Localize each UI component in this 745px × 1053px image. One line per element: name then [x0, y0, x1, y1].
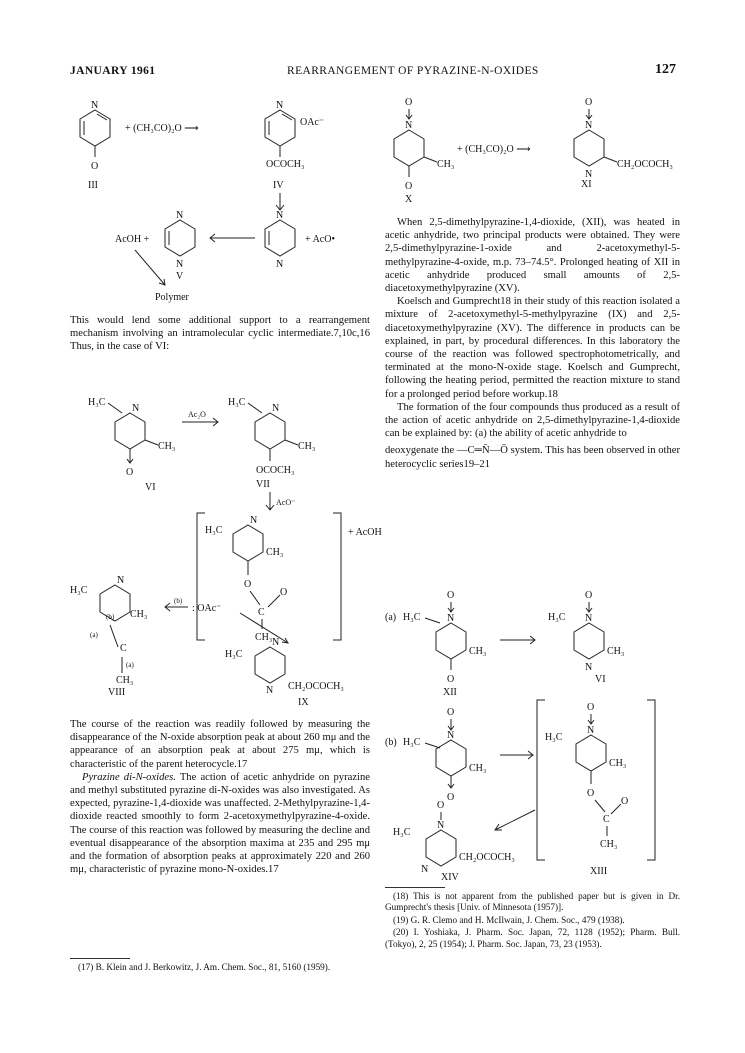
- compound-label-xiii: XIII: [590, 866, 608, 877]
- svg-text:H₃C: H₃C: [205, 525, 223, 536]
- svg-text:H₃C: H₃C: [88, 397, 106, 408]
- running-head-title: REARRANGEMENT OF PYRAZINE-N-OXIDES: [287, 65, 539, 77]
- svg-text:Ac₂O: Ac₂O: [188, 410, 206, 419]
- svg-text:N: N: [272, 637, 280, 648]
- svg-text:N: N: [276, 210, 284, 221]
- svg-text:N: N: [585, 662, 593, 673]
- svg-text:N: N: [585, 613, 593, 624]
- scheme-methylpyrazine-dioxide: [385, 95, 695, 205]
- svg-text:H₃C: H₃C: [403, 737, 421, 748]
- compound-label-viii: VIII: [108, 687, 126, 698]
- svg-text:OCOCH₃: OCOCH₃: [256, 465, 295, 476]
- svg-text:: OAc⁻: : OAc⁻: [192, 603, 222, 614]
- svg-text:CH₃: CH₃: [609, 758, 627, 769]
- svg-text:N: N: [437, 820, 445, 831]
- svg-text:N: N: [405, 120, 413, 131]
- svg-text:H₃C: H₃C: [403, 612, 421, 623]
- footnote-20: (20) I. Yoshiaka, J. Pharm. Soc. Japan, 72, 1128 (1952); Pharm. Bull. (Tokyo), 2, 25 (1954); J. Pharm. Soc. Japan, 73, 23 (1953).: [385, 927, 680, 949]
- compound-label-vii: VII: [256, 479, 270, 490]
- svg-text:O: O: [585, 97, 593, 108]
- compound-label-iv: IV: [273, 180, 284, 191]
- running-head-date: JANUARY 1961: [70, 65, 156, 77]
- ococh3-label: OCOCH₃: [266, 159, 305, 170]
- svg-text:CH₃: CH₃: [116, 675, 134, 686]
- svg-text:CH₂OCOCH₃: CH₂OCOCH₃: [288, 681, 344, 692]
- svg-text:O: O: [244, 579, 252, 590]
- svg-text:N: N: [587, 725, 595, 736]
- n-atom-label: N: [91, 100, 99, 111]
- svg-text:CH₃: CH₃: [298, 441, 316, 452]
- svg-text:O: O: [405, 181, 413, 192]
- footnote-17: (17) B. Klein and J. Berkowitz, J. Am. Chem. Soc., 81, 5160 (1959).: [78, 962, 331, 972]
- svg-text:(a): (a): [90, 631, 98, 639]
- svg-text:CH₃: CH₃: [607, 646, 625, 657]
- scheme-dimethylpyrazine-dioxide: [385, 590, 685, 883]
- svg-text:N: N: [585, 169, 593, 180]
- o-atom-label: O: [91, 161, 99, 172]
- svg-text:N: N: [132, 403, 140, 414]
- svg-text:(b): (b): [174, 597, 183, 605]
- svg-text:(a): (a): [385, 612, 397, 623]
- svg-text:CH₃: CH₃: [469, 763, 487, 774]
- reagent-text-right: + (CH₃CO)₂O ⟶: [457, 144, 531, 155]
- svg-text:N: N: [585, 120, 593, 131]
- compound-label-v: V: [176, 271, 184, 282]
- scheme-vi-rearrangement: [70, 395, 382, 708]
- acoh-label: AcOH +: [115, 234, 150, 245]
- svg-text:N: N: [276, 259, 284, 270]
- svg-text:H₃C: H₃C: [393, 827, 411, 838]
- compound-label-ix: IX: [298, 697, 309, 708]
- svg-text:H₃C: H₃C: [228, 397, 246, 408]
- svg-text:O: O: [585, 590, 593, 601]
- compound-label-xii: XII: [443, 687, 457, 698]
- svg-text:CH₃: CH₃: [158, 441, 176, 452]
- svg-text:N: N: [421, 864, 429, 875]
- svg-text:N: N: [447, 730, 455, 741]
- ch3-label: CH₃: [437, 159, 455, 170]
- svg-text:N: N: [176, 259, 184, 270]
- compound-label-xiv: XIV: [441, 872, 459, 883]
- oac-label: OAc⁻: [300, 117, 325, 128]
- svg-text:N: N: [176, 210, 184, 221]
- scheme-pyrazine-oxide-rearrangement: [70, 95, 370, 305]
- svg-text:CH₃: CH₃: [130, 609, 148, 620]
- compound-label-iii: III: [88, 180, 98, 191]
- svg-text:C: C: [258, 607, 265, 618]
- svg-text:CH₃: CH₃: [600, 839, 618, 850]
- right-column-body: When 2,5-dimethylpyrazine-1,4-dioxide, (XII), was heated in acetic anhydride, two principal products were obtained. They were 2,5-dimethylpyrazine-1-oxide and 2-acetoxymethyl-5-methylpyrazine-4-oxide, m.p. 73–74.5°. Prolonged heating of XII in acetic anhydride produced small amounts of 2,5-diacetoxymethylpyrazine (XV). Koelsch and Gumprecht18 in their study of this reaction isolated a mixture of 2-acetoxymethyl-5-methylpyrazine (IX) and 2,5-diacetoxymethylpyrazine (XV). The difference in products can be explained, in part, by procedural differences. In this laboratory the course of the reaction was followed spectrophotometrically, and terminated at the mono-N-oxide stage. Koelsch and Gumprecht, following the heating period, permitted the reaction mixture to stand for a prolonged period before workup.18 The formation of the four compounds thus produced as a result of the action of acetic anhydride on 2,5-dimethylpyrazine-1,4-dioxide can be explained by: (a) the ability of acetic anhydride to deoxygenate the —C═N̄—Ō system. This has been observed in other heterocyclic series19–21: [385, 217, 680, 470]
- svg-text:N: N: [266, 685, 274, 696]
- svg-text:N: N: [447, 613, 455, 624]
- reagent-text: + (CH₃CO)₂O ⟶: [125, 123, 199, 134]
- svg-text:+ AcOH: + AcOH: [348, 527, 382, 538]
- footnote-rule-left: [70, 958, 130, 959]
- svg-text:O: O: [447, 674, 455, 685]
- svg-text:O: O: [126, 467, 134, 478]
- svg-text:(a): (a): [126, 661, 134, 669]
- compound-label-xi: XI: [581, 179, 592, 190]
- svg-text:N: N: [272, 403, 280, 414]
- svg-text:O: O: [447, 707, 455, 718]
- svg-text:N: N: [117, 575, 125, 586]
- svg-text:C: C: [120, 643, 127, 654]
- svg-text:AcO⁻: AcO⁻: [276, 498, 296, 507]
- svg-text:CH₃: CH₃: [469, 646, 487, 657]
- svg-text:H₃C: H₃C: [70, 585, 88, 596]
- compound-label-x: X: [405, 194, 413, 205]
- svg-text:O: O: [447, 792, 455, 803]
- left-column-body: The course of the reaction was readily followed by measuring the disappearance of the N-oxide absorption peak at about 260 mμ and the appearance of an absorption peak at about 275 mμ, which is characteristic of the parent heterocycle.17 Pyrazine di-N-oxides. The action of acetic anhydride on pyrazine and methyl substituted pyrazine di-N-oxides was also investigated. As expected, pyrazine-1,4-dioxide was unaffected. 2-Methylpyrazine-1,4-dioxide reacted smoothly to form 2-acetoxymethylpyrazine-4-oxide. The course of this reaction was followed by measuring the decline and eventual disappearance of the absorption maxima at 235 and 295 mμ and the formation of absorption peaks at approximately 220 and 260 mμ, characteristic of pyrazine mono-N-oxides.17: [70, 719, 370, 876]
- svg-text:CH₃: CH₃: [255, 632, 273, 643]
- svg-text:N: N: [276, 100, 284, 111]
- footnote-rule-right: [385, 887, 445, 888]
- svg-text:O: O: [280, 587, 288, 598]
- page-number: 127: [655, 62, 676, 77]
- footnotes-right: [385, 891, 680, 951]
- svg-text:CH₂OCOCH₃: CH₂OCOCH₃: [459, 852, 515, 863]
- svg-text:O: O: [587, 788, 595, 799]
- footnote-19: (19) G. R. Clemo and H. McIlwain, J. Chem. Soc., 479 (1938).: [393, 914, 625, 925]
- svg-text:O: O: [437, 800, 445, 811]
- svg-text:H₃C: H₃C: [545, 732, 563, 743]
- svg-text:(b): (b): [385, 737, 397, 748]
- section-heading-di-n-oxides: Pyrazine di-N-oxides.: [82, 771, 176, 783]
- polymer-label: Polymer: [155, 292, 189, 303]
- svg-text:CH₃: CH₃: [266, 547, 284, 558]
- svg-text:O: O: [447, 590, 455, 601]
- svg-text:C: C: [603, 814, 610, 825]
- svg-text:O: O: [405, 97, 413, 108]
- ch2ococh3-label: CH₂OCOCH₃: [617, 159, 673, 170]
- svg-text:H₃C: H₃C: [548, 612, 566, 623]
- paragraph-intramolecular: This would lend some additional support to a rearrangement mechanism involving an intramolecular cyclic intermediate.7,10c,16 Thus, in the case of VI:: [70, 315, 370, 353]
- svg-text:(b): (b): [106, 613, 115, 621]
- svg-text:O: O: [621, 796, 629, 807]
- compound-label-vi-right: VI: [595, 674, 606, 685]
- svg-text:H₃C: H₃C: [225, 649, 243, 660]
- compound-label-vi: VI: [145, 482, 156, 493]
- svg-text:O: O: [587, 702, 595, 713]
- svg-text:N: N: [250, 515, 258, 526]
- footnote-18: (18) This is not apparent from the published paper but is given in Dr. Gumprecht's thesis [Univ. of Minnesota (1957)].: [385, 891, 680, 913]
- aco-radical-label: + AcO•: [305, 234, 335, 245]
